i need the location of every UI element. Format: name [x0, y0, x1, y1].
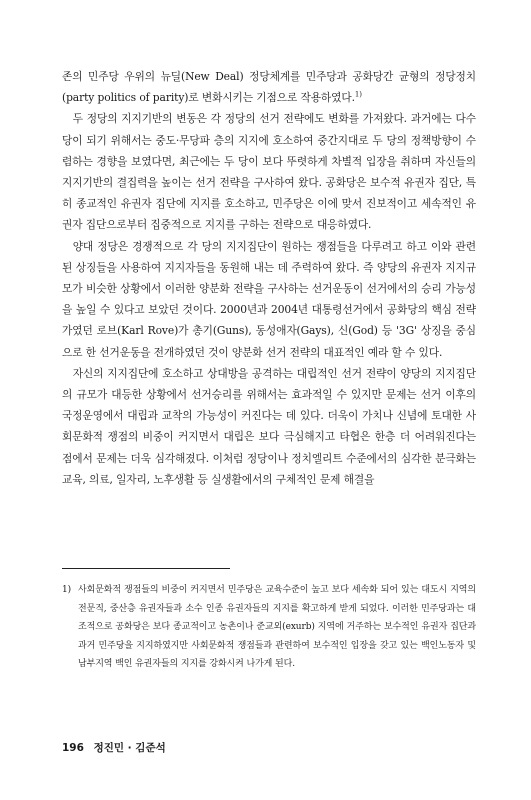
body-text: [62, 66, 476, 490]
footnote: [62, 581, 476, 674]
page-number: 196: [62, 742, 84, 754]
footnote-divider: [62, 568, 230, 569]
paragraph-1: [62, 66, 476, 108]
page-footer: [62, 740, 172, 755]
paragraph-2: 두 정당의 지지기반의 변동은 각 정당의 선거 전략에도 변화를 가져왔다. 과거에는 다수당이 되기 위해서는 중도·무당파 층의 지지에 호소하여 중간지대로 두 당의 정책방향이 수렴하는 경향을 보였다면, 최근에는 두 당이 보다 뚜렷하게 차별적 입장을 취하며 자신들의 지지기반의 결집력을 높이는 선거 전략을 구사하여 왔다. 공화당은 보수적 유권자 집단, 특히 종교적인 유권자 집단에 지지를 호소하고, 민주당은 이에 맞서 진보적이고 세속적인 유권자 집단으로부터 집중적으로 지지를 구하는 전략으로 대응하였다.: [62, 112, 476, 232]
footnote-ref: 1): [354, 90, 362, 99]
footnote-text: 사회문화적 쟁점들의 비중이 커지면서 민주당은 교육수준이 높고 보다 세속화 되어 있는 대도시 지역의 전문직, 중산층 유권자들과 소수 인종 유권자들의 지지를 확고하게 받게 되었다. 이러한 민주당과는 대조적으로 공화당은 보다 종교적이고 농촌이나 준교외(exurb) 지역에 거주하는 보수적인 유권자 집단과 과거 민주당을 지지하였지만 사회문화적 쟁점들과 관련하여 보수적인 입장을 갖고 있는 백인노동자 및 남부지역 백인 유권자들의 지지를 강화시켜 나가게 된다.: [78, 585, 476, 670]
running-authors: 정진민 · 김준석: [93, 742, 166, 754]
footnote-number: 1): [62, 585, 72, 595]
paragraph-1-text: 존의 민주당 우위의 뉴딜(New Deal) 정당체계를 민주당과 공화당간 균형의 정당정치(party politics of parity)로 변화시키는 기점으로 작용하였다.: [62, 70, 476, 105]
paragraph-4: 자신의 지지집단에 호소하고 상대방을 공격하는 대립적인 선거 전략이 양당의 지지집단의 규모가 대등한 상황에서 선거승리를 위해서는 효과적일 수 있지만 문제는 선거 이후의 국정운영에서 대립과 교착의 가능성이 커진다는 데 있다. 더욱이 가치나 신념에 토대한 사회문화적 쟁점의 비중이 커지면서 대립은 보다 극심해지고 타협은 한층 더 어려워진다는 점에서 문제는 더욱 심각해졌다. 이처럼 정당이나 정치엘리트 수준에서의 심각한 분극화는 교육, 의료, 일자리, 노후생활 등 실생활에서의 구체적인 문제 해결을: [62, 366, 476, 486]
paragraph-3: 양대 정당은 경쟁적으로 각 당의 지지집단이 원하는 쟁점들을 다루려고 하고 이와 관련된 상징들을 사용하여 지지자들을 동원해 내는 데 주력하여 왔다. 즉 양당의 유권자 지지규모가 비슷한 상황에서 이러한 양분화 전략을 구사하는 선거운동이 선거에서의 승리 가능성을 높일 수 있다고 보았던 것이다. 2000년과 2004년 대통령선거에서 공화당의 핵심 전략가였던 로브(Karl Rove)가 총기(Guns), 동성애자(Gays), 신(God) 등 '3G' 상징을 중심으로 한 선거운동을 전개하였던 것이 양분화 선거 전략의 대표적인 예라 할 수 있다.: [62, 239, 476, 359]
